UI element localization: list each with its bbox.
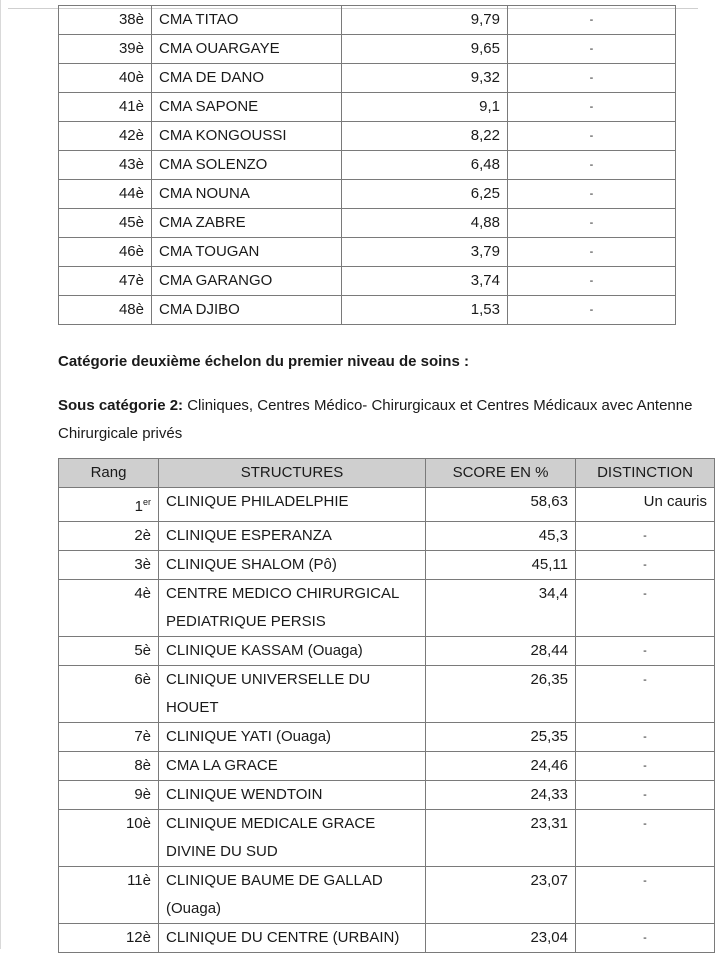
rank-cell: 48è (59, 296, 152, 325)
structure-cell: CLINIQUE DU CENTRE (URBAIN) (159, 924, 426, 953)
rank-cell: 41è (59, 93, 152, 122)
rank-cell: 7è (59, 723, 159, 752)
distinction-cell: - (576, 637, 715, 666)
rank-cell: 6è (59, 666, 159, 723)
rank-cell: 3è (59, 551, 159, 580)
distinction-cell: - (508, 238, 676, 267)
structure-cell: CLINIQUE WENDTOIN (159, 781, 426, 810)
structure-cell: CMA TITAO (152, 6, 342, 35)
score-cell: 8,22 (342, 122, 508, 151)
score-cell: 58,63 (426, 488, 576, 522)
ranking-table-cliniques (58, 458, 715, 953)
distinction-cell: - (508, 209, 676, 238)
distinction-cell: - (508, 122, 676, 151)
structure-cell: CLINIQUE BAUME DE GALLAD (Ouaga) (159, 867, 426, 924)
structure-cell: CLINIQUE PHILADELPHIE (159, 488, 426, 522)
distinction-cell: - (576, 666, 715, 723)
rank-cell: 5è (59, 637, 159, 666)
structure-cell: CLINIQUE UNIVERSELLE DU HOUET (159, 666, 426, 723)
score-cell: 9,32 (342, 64, 508, 93)
header-rang: Rang (59, 459, 159, 488)
score-cell: 25,35 (426, 723, 576, 752)
header-distinction: DISTINCTION (576, 459, 715, 488)
table-row (59, 781, 715, 810)
rank-cell: 8è (59, 752, 159, 781)
distinction-cell: - (508, 35, 676, 64)
score-cell: 4,88 (342, 209, 508, 238)
score-cell: 45,11 (426, 551, 576, 580)
table-row (59, 93, 676, 122)
rank-cell: 10è (59, 810, 159, 867)
score-cell: 23,04 (426, 924, 576, 953)
rank-number: 1 (134, 498, 143, 515)
score-cell: 28,44 (426, 637, 576, 666)
table-header-row (59, 459, 715, 488)
structure-cell: CMA OUARGAYE (152, 35, 342, 64)
table-row (59, 551, 715, 580)
table-row (59, 924, 715, 953)
distinction-cell: - (576, 723, 715, 752)
table-row (59, 64, 676, 93)
header-score: SCORE EN % (426, 459, 576, 488)
table-row (59, 752, 715, 781)
table-row (59, 267, 676, 296)
distinction-cell: - (576, 522, 715, 551)
rank-cell: 45è (59, 209, 152, 238)
structure-cell: CMA LA GRACE (159, 752, 426, 781)
table-row (59, 522, 715, 551)
score-cell: 9,1 (342, 93, 508, 122)
distinction-cell: - (576, 781, 715, 810)
score-cell: 23,07 (426, 867, 576, 924)
rank-cell (59, 488, 159, 522)
table-row (59, 296, 676, 325)
table-row (59, 6, 676, 35)
rank-cell: 2è (59, 522, 159, 551)
score-cell: 3,74 (342, 267, 508, 296)
structure-cell: CMA ZABRE (152, 209, 342, 238)
distinction-cell: - (508, 93, 676, 122)
table-row (59, 488, 715, 522)
distinction-cell: - (508, 267, 676, 296)
rank-cell: 39è (59, 35, 152, 64)
distinction-cell: - (508, 180, 676, 209)
subcategory-label: Sous catégorie 2: (58, 397, 184, 414)
table-row (59, 151, 676, 180)
table-row (59, 637, 715, 666)
score-cell: 23,31 (426, 810, 576, 867)
distinction-cell: - (576, 810, 715, 867)
structure-cell: CLINIQUE SHALOM (Pô) (159, 551, 426, 580)
score-cell: 26,35 (426, 666, 576, 723)
subcategory-text: Cliniques, Centres Médico- Chirurgicaux et Centres Médicaux avec Antenne Chirurgicale privés (58, 397, 693, 442)
rank-cell: 38è (59, 6, 152, 35)
structure-cell: CMA SOLENZO (152, 151, 342, 180)
rank-cell: 12è (59, 924, 159, 953)
subcategory-paragraph (58, 392, 698, 448)
structure-cell: CMA TOUGAN (152, 238, 342, 267)
score-cell: 45,3 (426, 522, 576, 551)
ranking-table-cma-body (59, 6, 676, 325)
header-structures: STRUCTURES (159, 459, 426, 488)
structure-cell: CMA DE DANO (152, 64, 342, 93)
rank-cell: 11è (59, 867, 159, 924)
score-cell: 1,53 (342, 296, 508, 325)
distinction-cell: Un cauris (576, 488, 715, 522)
table-row (59, 867, 715, 924)
table-row (59, 666, 715, 723)
distinction-cell: - (576, 551, 715, 580)
distinction-cell: - (508, 64, 676, 93)
structure-cell: CMA DJIBO (152, 296, 342, 325)
table-row (59, 723, 715, 752)
rank-cell: 42è (59, 122, 152, 151)
distinction-cell: - (508, 151, 676, 180)
table-row (59, 580, 715, 637)
table-row (59, 180, 676, 209)
table-row (59, 810, 715, 867)
score-cell: 24,46 (426, 752, 576, 781)
table-row (59, 35, 676, 64)
score-cell: 3,79 (342, 238, 508, 267)
structure-cell: CMA SAPONE (152, 93, 342, 122)
distinction-cell: - (508, 296, 676, 325)
rank-cell: 9è (59, 781, 159, 810)
rank-cell: 43è (59, 151, 152, 180)
structure-cell: CMA NOUNA (152, 180, 342, 209)
distinction-cell: - (576, 752, 715, 781)
table-row (59, 238, 676, 267)
structure-cell: CMA KONGOUSSI (152, 122, 342, 151)
distinction-cell: - (508, 6, 676, 35)
score-cell: 9,65 (342, 35, 508, 64)
rank-suffix: er (142, 497, 151, 507)
score-cell: 6,25 (342, 180, 508, 209)
rank-cell: 40è (59, 64, 152, 93)
table-row (59, 122, 676, 151)
ranking-table-cma (58, 5, 676, 325)
distinction-cell: - (576, 924, 715, 953)
rank-cell: 46è (59, 238, 152, 267)
score-cell: 9,79 (342, 6, 508, 35)
structure-cell: CLINIQUE ESPERANZA (159, 522, 426, 551)
structure-cell: CMA GARANGO (152, 267, 342, 296)
score-cell: 24,33 (426, 781, 576, 810)
score-cell: 34,4 (426, 580, 576, 637)
structure-cell: CLINIQUE KASSAM (Ouaga) (159, 637, 426, 666)
structure-cell: CLINIQUE YATI (Ouaga) (159, 723, 426, 752)
rank-cell: 4è (59, 580, 159, 637)
structure-cell: CLINIQUE MEDICALE GRACE DIVINE DU SUD (159, 810, 426, 867)
score-cell: 6,48 (342, 151, 508, 180)
category-heading: Catégorie deuxième échelon du premier niveau de soins : (58, 353, 469, 370)
distinction-cell: - (576, 867, 715, 924)
rank-cell: 47è (59, 267, 152, 296)
table-row (59, 209, 676, 238)
structure-cell: CENTRE MEDICO CHIRURGICAL PEDIATRIQUE PERSIS (159, 580, 426, 637)
distinction-cell: - (576, 580, 715, 637)
rank-cell: 44è (59, 180, 152, 209)
